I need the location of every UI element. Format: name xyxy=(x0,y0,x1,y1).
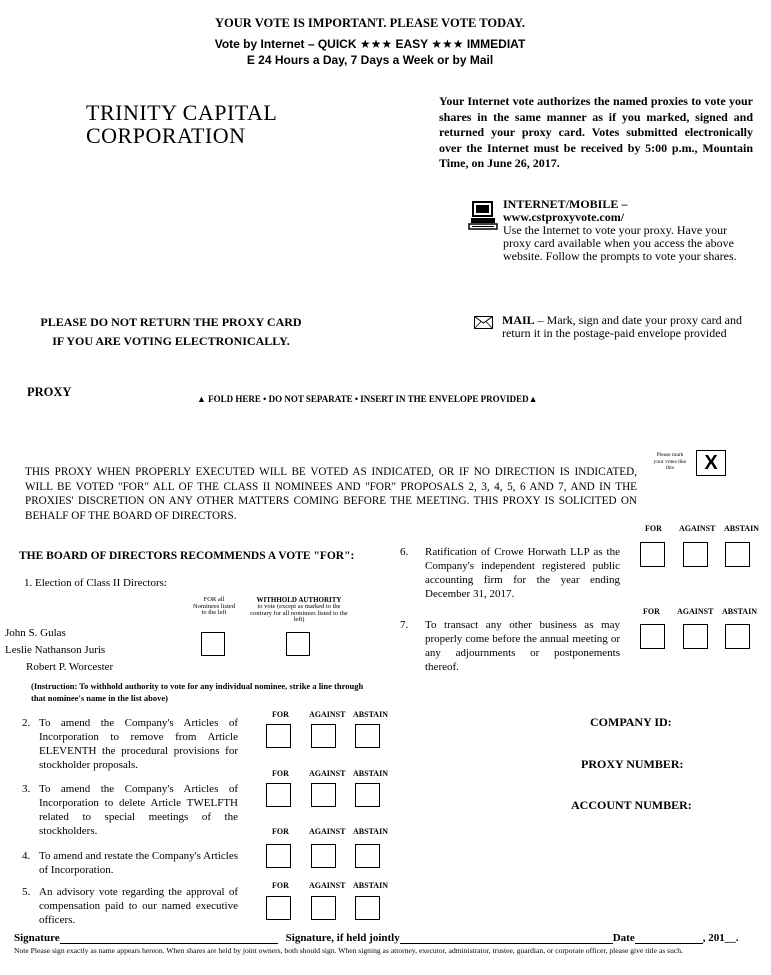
company-name-line1: TRINITY CAPITAL xyxy=(86,100,278,125)
withhold-text: to vote (except as marked to the contrary for all nominees listed to the left) xyxy=(250,603,348,623)
signature-note: Note Please sign exactly as name appears hereon. When shares are held by joint owners, both should sign. When signing as attorney, executor, administrator, trustee, guardian, or corporate officer, please give title as such. xyxy=(14,946,683,955)
signature-label: Signature xyxy=(14,932,60,944)
proposal-2-text: To amend the Company's Articles of Incorporation to remove from Article ELEVENTH the procedural provisions for stockholder proposals. xyxy=(39,717,238,771)
withhold-checkbox[interactable] xyxy=(286,632,310,656)
do-not-return-line1: PLEASE DO NOT RETURN THE PROXY CARD xyxy=(40,315,302,329)
proposal-2-abstain-checkbox[interactable] xyxy=(355,724,380,748)
proposal-number: 2. xyxy=(22,717,31,729)
date-year: , 201__. xyxy=(702,932,739,944)
abstain-column-header: ABSTAIN xyxy=(353,769,388,778)
for-column-header: FOR xyxy=(272,769,289,778)
mail-option-text: – Mark, sign and date your proxy card and return it in the postage-paid envelope provided xyxy=(502,313,742,340)
withhold-label xyxy=(250,597,348,624)
vote-hours-line: E 24 Hours a Day, 7 Days a Week or by Mail xyxy=(246,53,494,67)
proposal-2-against-checkbox[interactable] xyxy=(311,724,336,748)
company-name xyxy=(86,101,277,147)
internet-option-url[interactable]: www.cstproxyvote.com/ xyxy=(503,210,625,224)
for-column-header: FOR xyxy=(643,607,660,616)
election-title: 1. Election of Class II Directors: xyxy=(24,577,167,589)
against-column-header: AGAINST xyxy=(679,524,716,533)
joint-signature-label: Signature, if held jointly xyxy=(285,932,400,944)
for-column-header: FOR xyxy=(645,524,662,533)
board-recommends-heading: THE BOARD OF DIRECTORS RECOMMENDS A VOTE "FOR": xyxy=(19,550,355,562)
fold-here-line: ▲ FOLD HERE • DO NOT SEPARATE • INSERT IN THE ENVELOPE PROVIDED▲ xyxy=(197,394,538,404)
computer-icon xyxy=(468,201,498,231)
proposal-4-against-checkbox[interactable] xyxy=(311,844,336,868)
company-name-line2: CORPORATION xyxy=(86,123,246,148)
proposal-number: 4. xyxy=(22,850,31,862)
for-column-header: FOR xyxy=(272,827,289,836)
vote-important-heading: YOUR VOTE IS IMPORTANT. PLEASE VOTE TODAY. xyxy=(214,16,526,30)
proposal-7-abstain-checkbox[interactable] xyxy=(725,624,750,649)
proposal-6-against-checkbox[interactable] xyxy=(683,542,708,567)
internet-option-title: INTERNET/MOBILE – xyxy=(503,197,628,211)
envelope-icon xyxy=(474,316,493,329)
proxy-number-label: PROXY NUMBER: xyxy=(581,757,684,771)
signature-row xyxy=(14,932,738,944)
internet-vote-notice: Your Internet vote authorizes the named proxies to vote your shares in the same manner as if you marked, signed and returned your proxy card. Votes submitted electronically over the Internet must be received by 5:00 p.m., Mountain Time, on June 26, 2017. xyxy=(439,94,753,170)
proposal-5-for-checkbox[interactable] xyxy=(266,896,291,920)
proposal-number: 7. xyxy=(400,619,409,631)
mail-option xyxy=(502,314,752,340)
proposal-number: 3. xyxy=(22,783,31,795)
proposal-4-for-checkbox[interactable] xyxy=(266,844,291,868)
account-number-label: ACCOUNT NUMBER: xyxy=(571,798,692,812)
proposal-7-text: To transact any other business as may properly come before the annual meeting or any adjournments or postponements thereof. xyxy=(425,619,620,673)
proxy-statement: THIS PROXY WHEN PROPERLY EXECUTED WILL BE VOTED AS INDICATED, OR IF NO DIRECTION IS INDICATED, WILL BE VOTED "FOR" ALL OF THE CLASS II NOMINEES AND "FOR" PROPOSALS 2, 3, 4, 5, 6 AND 7, AND IN THE PROXIES' DISCRETION ON ANY OTHER MATTERS COMING BEFORE THE MEETING. THIS PROXY IS SOLICITED ON BEHALF OF THE BOARD OF DIRECTORS. xyxy=(25,466,637,522)
withhold-title: WITHHOLD AUTHORITY xyxy=(256,596,342,604)
proposal-6-for-checkbox[interactable] xyxy=(640,542,665,567)
mark-instruction: Please mark your votes like this xyxy=(653,452,687,471)
withhold-instruction: (Instruction: To withhold authority to vote for any individual nominee, strike a line through that nominee's name in the list above) xyxy=(31,681,364,703)
proxy-label: PROXY xyxy=(27,385,72,399)
abstain-column-header: ABSTAIN xyxy=(722,607,757,616)
against-column-header: AGAINST xyxy=(309,881,346,890)
for-all-label: FOR all Nominees listed to the left xyxy=(192,596,236,616)
against-column-header: AGAINST xyxy=(677,607,714,616)
proposal-7-for-checkbox[interactable] xyxy=(640,624,665,649)
date-label: Date xyxy=(612,932,635,944)
proposal-6-abstain-checkbox[interactable] xyxy=(725,542,750,567)
internet-option xyxy=(503,198,753,263)
date-line[interactable] xyxy=(635,933,703,944)
against-column-header: AGAINST xyxy=(309,827,346,836)
proposal-number: 5. xyxy=(22,886,31,898)
proposal-3-abstain-checkbox[interactable] xyxy=(355,783,380,807)
internet-option-text: Use the Internet to vote your proxy. Have your proxy card available when you access the above website. Follow the prompts to vote your shares. xyxy=(503,223,737,263)
abstain-column-header: ABSTAIN xyxy=(353,827,388,836)
abstain-column-header: ABSTAIN xyxy=(353,881,388,890)
nominee: John S. Gulas xyxy=(5,627,66,639)
proposal-5-text: An advisory vote regarding the approval of compensation paid to our named executive officers. xyxy=(39,886,238,926)
proposal-3-for-checkbox[interactable] xyxy=(266,783,291,807)
against-column-header: AGAINST xyxy=(309,710,346,719)
against-column-header: AGAINST xyxy=(309,769,346,778)
proposal-3-against-checkbox[interactable] xyxy=(311,783,336,807)
proposal-7-against-checkbox[interactable] xyxy=(683,624,708,649)
proposal-5-abstain-checkbox[interactable] xyxy=(355,896,380,920)
proposal-2-for-checkbox[interactable] xyxy=(266,724,291,748)
sample-x-mark: X xyxy=(696,450,726,476)
proposal-4-text: To amend and restate the Company's Articles of Incorporation. xyxy=(39,850,238,876)
do-not-return-notice xyxy=(32,313,310,351)
proposal-5-against-checkbox[interactable] xyxy=(311,896,336,920)
signature-line[interactable] xyxy=(60,933,278,944)
vote-methods-line: Vote by Internet – QUICK ★★★ EASY ★★★ IMMEDIAT xyxy=(214,37,526,51)
for-column-header: FOR xyxy=(272,881,289,890)
proposal-4-abstain-checkbox[interactable] xyxy=(355,844,380,868)
mail-option-title: MAIL xyxy=(502,313,535,327)
proposal-number: 6. xyxy=(400,546,409,558)
do-not-return-line2: IF YOU ARE VOTING ELECTRONICALLY. xyxy=(52,334,290,348)
for-column-header: FOR xyxy=(272,710,289,719)
nominee: Leslie Nathanson Juris xyxy=(5,644,106,656)
abstain-column-header: ABSTAIN xyxy=(353,710,388,719)
company-id-label: COMPANY ID: xyxy=(590,715,672,729)
for-all-checkbox[interactable] xyxy=(201,632,225,656)
proposal-3-text: To amend the Company's Articles of Incorporation to delete Article TWELFTH related to special meetings of the stockholders. xyxy=(39,783,238,837)
nominee: Robert P. Worcester xyxy=(26,661,114,673)
joint-signature-line[interactable] xyxy=(400,933,613,944)
abstain-column-header: ABSTAIN xyxy=(724,524,759,533)
proposal-6-text: Ratification of Crowe Horwath LLP as the Company's independent registered public accounting firm for the year ending December 31, 2017. xyxy=(425,546,620,600)
